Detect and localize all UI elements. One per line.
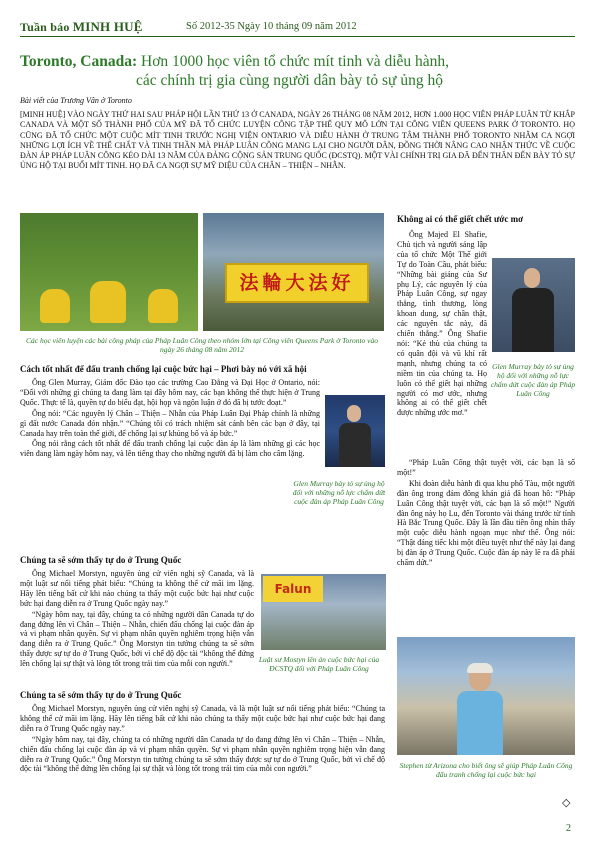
paragraph: Ông Michael Morstyn, nguyên ủng cử viên nghị sỹ Canada, và là một luật sư nổi tiếng phát biểu: “Chúng ta không thể cứ mãi im lặng. Hãy lên tiếng bất cứ khi nào chúng ta thấy một cuộc bức hại như cuộc bức hại đang diễn ra ở Trung Quốc ngày nay.” [20,704,385,733]
practitioner-figure [40,289,70,323]
issue-info: Số 2012-35 Ngày 10 tháng 09 năm 2012 [186,21,357,32]
paragraph: Ông Michael Morstyn, nguyên ủng cử viên nghị sỹ Canada, và là một luật sư nổi tiếng phát biểu: “Chúng ta không thể cứ mãi im lặng. Hãy lên tiếng bất cứ khi nào chúng ta thấy một cuộc bức hại như cuộc bức hại đang diễn ra ở Trung Quốc ngày nay.” [20,569,254,608]
falun-banner: Falun [263,576,323,602]
section-heading: Chúng ta sẽ sớm thấy tự do ở Trung Quốc [20,690,182,700]
paragraph: Khi đoàn diễu hành đi qua khu phố Tàu, một người đàn ông trong đám đông khán giả đã hoan hô: “Pháp Luân Công thật tuyệt vời, các bạn là số một!” Người đàn ông này họ Lu, đến Toronto vài tháng trước từ tỉnh Hà Bắc Trung Quốc. Đây là lần đầu tiên ông nhìn thấy một cuộc diễu hành ngoạn mục như thế. Ông nói: “Thật đáng tiếc khi một điều tuyệt như thế này lại đang bị đàn áp ở Trung Quốc. Cuộc đàn áp này lẽ ra đã phải chấm dứt.” [397,478,575,568]
title-line2: các chính trị gia cùng người dân bày tỏ sự ủng hộ [136,72,443,89]
section-body [397,458,575,569]
photo-stephen-arizona [397,637,575,755]
hat-shape [467,663,493,673]
photo-caption: Glen Murray bày tỏ sự ủng hộ đối với những nỗ lực chấm dứt cuộc đàn áp Pháp Luân Công [490,362,576,398]
paragraph: Ông Majed El Shafie, Chủ tịch và người sáng lập của tổ chức Một Thế giới Tự do Toàn Cầu, phát biểu: “Những bài giảng của Sư phụ Lý, các nguyên lý của Pháp Luân Công, sự ngay thẳng, tình thương, lòng khoan dung, sự chân thật, các nguyên tắc này, đã chiến thắng.” Ông Shafie nói: “Kẻ thù của chúng ta có quân đội và vũ khí rất mạnh, nhưng chúng ta có niềm tin của chúng ta. Họ luôn có thể giết hại những người có mơ ước, nhưng không ai có thể giết chết được những ước mơ.” [397,230,487,418]
section-heading: Không ai có thể giết chết ước mơ [397,214,524,224]
brand-name: MINH HUỆ [72,19,143,34]
suit-shape [512,288,554,352]
section-body [20,378,320,460]
title-lead: Toronto, Canada: [20,53,138,70]
photo-caption: Các học viên luyện các bài công pháp của Pháp Luân Công theo nhóm lớn tại Công viên Queens Park ở Toronto vào ngày 26 tháng 08 năm 2012 [26,336,378,354]
photo-parade-banner [203,213,384,331]
paragraph: “Ngày hôm nay, tại đây, chúng ta có những người dân Canada tự do đang đứng lên vì Chân – Thiện – Nhẫn, chiến đấu chống lại cuộc đàn áp và vi phạm nhân quyền. Sự vi phạm nhân quyền nghiêm trọng hiện vẫn đang diễn ra ở Trung Quốc.” Ông Morstyn tin tưởng chúng ta sẽ sớm thấy được sự tự do ở Trung Quốc, bởi vì chế độ độc tài “không thể đứng lên chống lại sự thật và lòng tốt trong trái tim của mỗi con người.” [20,734,385,774]
paragraph: Ông Glen Murray, Giám đốc Đào tạo các trường Cao Đẳng và Đại Học ở Ontario, nói: “Đối với những gì chúng ta đang làm tại đây hôm nay, các bạn không thể thực hiện ở Trung Quốc. Thực tế là, quyền tự do biểu đạt, hội họp và ngôn luận ở đó đã bị tước đoạt.” [20,378,320,407]
section-body [20,704,385,775]
shirt-shape [457,691,503,755]
man-figure [457,665,503,755]
paragraph: Ông nói: “Các nguyên lý Chân – Thiện – Nhẫn của Pháp Luân Đại Pháp chính là những gì đất nước Canada đón nhận.” “Chúng tôi có trách nhiệm sát cánh bên các bạn ở đây, tại Canada hay trên toàn thế giới, để chống lại sự khủng bố và áp bức.” [20,408,320,438]
section-heading: Chúng ta sẽ sớm thấy tự do ở Trung Quốc [20,555,182,565]
page-number: 2 [566,823,571,834]
paragraph: “Pháp Luân Công thật tuyệt vời, các bạn là số một!” [397,458,575,477]
lead-paragraph: [MINH HUỆ] VÀO NGÀY THỨ HAI SAU PHÁP HỘI LẦN THỨ 13 Ở CANADA, NGÀY 26 THÁNG 08 NĂM 2012, HƠN 1.000 HỌC VIÊN PHÁP LUÂN TỪ KHẮP CANADA VÀ MỘT SỐ THÀNH PHỐ CỦA MỸ ĐÃ TỔ CHỨC LUYỆN CÔNG TẬP THỂ QUY MÔ LỚN TẠI CÔNG VIÊN QUEENS PARK Ở TORONTO. HỌ CŨNG ĐÃ TỔ CHỨC MỘT CUỘC MÍT TINH TRƯỚC NGHỊ VIỆN ONTARIO VÀ DIỄU HÀNH Ở TRUNG TÂM THÀNH PHỐ TORONTO NHẰM CA NGỢI NHỮNG LỢI ÍCH VỀ THỂ CHẤT VÀ TINH THẦN MÀ PHÁP LUÂN CÔNG MANG LẠI CHO NGƯỜI DÂN, ĐỒNG THỜI NÂNG CAO NHẬN THỨC VỀ CUỘC ĐÀN ÁP PHÁP LUÂN CÔNG KÉO DÀI 13 NĂM CỦA ĐẢNG CỘNG SẢN TRUNG QUỐC (ĐCSTQ). MỘT VÀI CHÍNH TRỊ GIA ĐÃ ĐẾN THĂN ĐẾN BÀY TỎ SỰ ỦNG HỘ TẠI BUỔI MÍT TINH. HỌ ĐÃ CA NGỢI SỰ MỸ DIỆU CỦA CHÂN – THIỆN – NHẪN. [20,110,575,171]
section-heading: Cách tốt nhất để đấu tranh chống lại cuộc bức hại – Phơi bày nó với xã hội [20,364,307,374]
photo-caption: Glen Murray bày tỏ sự ủng hộ đối với những nỗ lực chấm dứt cuộc đàn áp Pháp Luân Công [292,479,386,506]
end-mark-icon: ◇ [562,797,571,809]
photo-michael-mostyn [261,574,386,650]
paragraph: Ông nói rằng cách tốt nhất để đấu tranh chống lại cuộc đàn áp là làm những gì các học viên đang làm ngày hôm nay, và lên tiếng thay cho những người đã bị làm cho câm lặng. [20,439,320,459]
brand-prefix: Tuần báo [20,20,70,34]
photo-group-exercise [20,213,198,331]
practitioner-figure [148,289,178,323]
face-shape [347,405,361,422]
section-body [397,230,487,419]
photo-caption: Stephen từ Arizona cho biết ông sẽ giúp Pháp Luân Công đẩu tranh chống lại cuộc bức hại [399,761,573,779]
photo-glen-murray [325,395,385,467]
paragraph: “Ngày hôm nay, tại đây, chúng ta có những người dân Canada tự do đang đứng lên vì Chân – Thiện – Nhẫn, chiến đấu chống lại cuộc đàn áp và vi phạm nhân quyền. Sự vi phạm nhân quyền nghiêm trọng hiện vẫn đang diễn ra ở Trung Quốc.” Ông Morstyn tin tưởng chúng ta sẽ sớm thấy được sự tự do ở Trung Quốc, bởi vì chế độ độc tài “không thể đứng lên chống lại sự thật và lòng tốt trong trái tim của mỗi con người.” [20,609,254,669]
byline: Bài viết của Trương Vân ở Toronto [20,96,132,105]
section-body [20,569,254,670]
header-divider [20,36,575,37]
parade-banner: 法輪大法好 [225,263,369,303]
photo-caption: Luật sư Mostyn lên án cuộc bức hại của ĐCSTQ đối với Pháp Luân Công [258,655,380,673]
photo-majed-el-shafie [492,258,575,352]
practitioner-figure [90,281,126,323]
article-title [20,52,575,90]
title-line1: Hơn 1000 học viên tổ chức mít tinh và diễu hành, [137,53,450,70]
face-shape [524,268,540,288]
suit-shape [339,423,371,467]
newsletter-brand [20,19,143,35]
